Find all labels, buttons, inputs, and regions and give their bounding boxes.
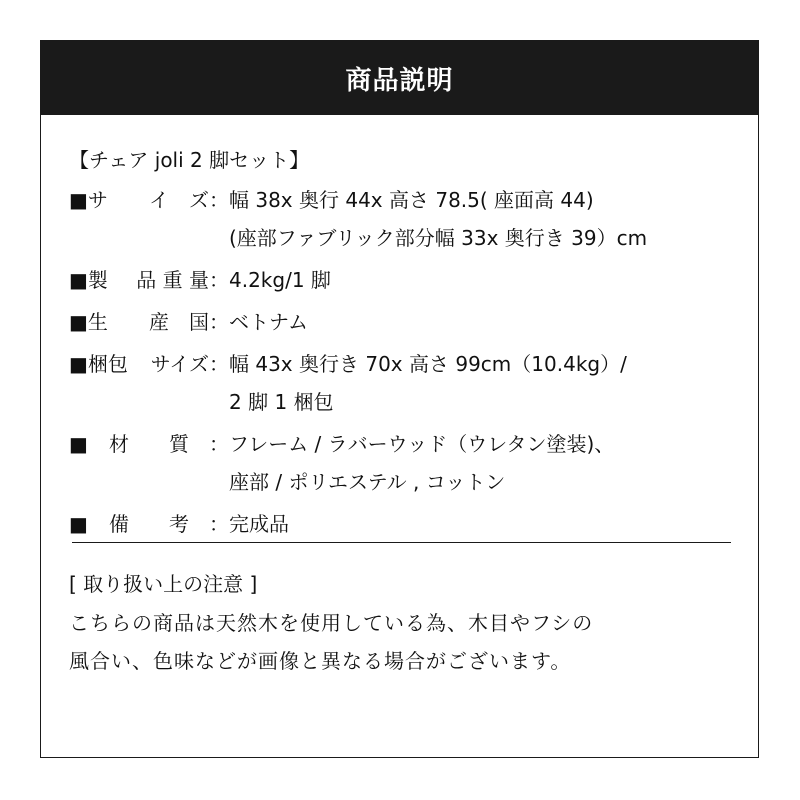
notice-title: [ 取り扱い上の注意 ] [69,572,258,596]
section-header [41,41,758,115]
spec-label-head: ■梱包 [69,352,128,376]
spec-label-head: ■生 [69,310,108,334]
spec-values-origin [229,303,739,341]
spec-row-size [69,181,739,257]
spec-label-tail: 備 考 ： [109,512,229,536]
section-title: 商品説明 [345,65,454,96]
notice-line: 風合い、色味などが画像と異なる場合がございます。 [69,649,572,673]
spec-value-line: 座部 / ポリエステル , コットン [229,470,506,494]
spec-label-weight [69,261,229,299]
notice-line: こちらの商品は天然木を使用している為、木目やフシの [69,611,594,635]
product-description-card [40,40,759,758]
spec-label-tail: 材 質 ： [109,432,229,456]
spec-label-head: ■サ [69,188,108,212]
spec-row-package [69,345,739,421]
spec-label-size [69,181,229,219]
spec-value-line: フレーム / ラバーウッド（ウレタン塗装)、 [229,432,615,456]
spec-label-head: ■ [69,432,88,456]
spec-row-remarks [69,505,739,543]
spec-values-material [229,425,739,501]
section-divider [72,542,731,543]
spec-values-package [229,345,739,421]
spec-label-package [69,345,229,383]
spec-value-line: 幅 38x 奥行 44x 高さ 78.5( 座面高 44) [229,188,594,212]
spec-row-material [69,425,739,501]
spec-list [69,181,739,547]
spec-values-remarks [229,505,739,543]
spec-value-line: 2 脚 1 梱包 [229,390,334,414]
spec-label-head: ■ [69,512,88,536]
spec-label-tail: イ ズ： [149,188,229,212]
spec-label-tail: サイズ： [150,352,229,376]
spec-label-tail: 品 重 量： [136,268,229,292]
notice-body [69,604,593,680]
spec-row-origin [69,303,739,341]
spec-value-line: 完成品 [229,512,289,536]
spec-values-size [229,181,739,257]
spec-label-remarks [69,505,229,543]
spec-value-line: 4.2kg/1 脚 [229,268,331,292]
spec-value-line: ベトナム [229,310,308,334]
spec-row-weight [69,261,739,299]
spec-values-weight [229,261,739,299]
spec-value-line: 幅 43x 奥行き 70x 高さ 99cm（10.4kg）/ [229,352,627,376]
product-set-title: 【チェア joli 2 脚セット】 [69,148,310,172]
spec-label-material [69,425,229,463]
spec-label-tail: 産 国： [149,310,229,334]
spec-value-line: (座部ファブリック部分幅 33x 奥行き 39）cm [229,226,648,250]
spec-label-origin [69,303,229,341]
spec-label-head: ■製 [69,268,108,292]
